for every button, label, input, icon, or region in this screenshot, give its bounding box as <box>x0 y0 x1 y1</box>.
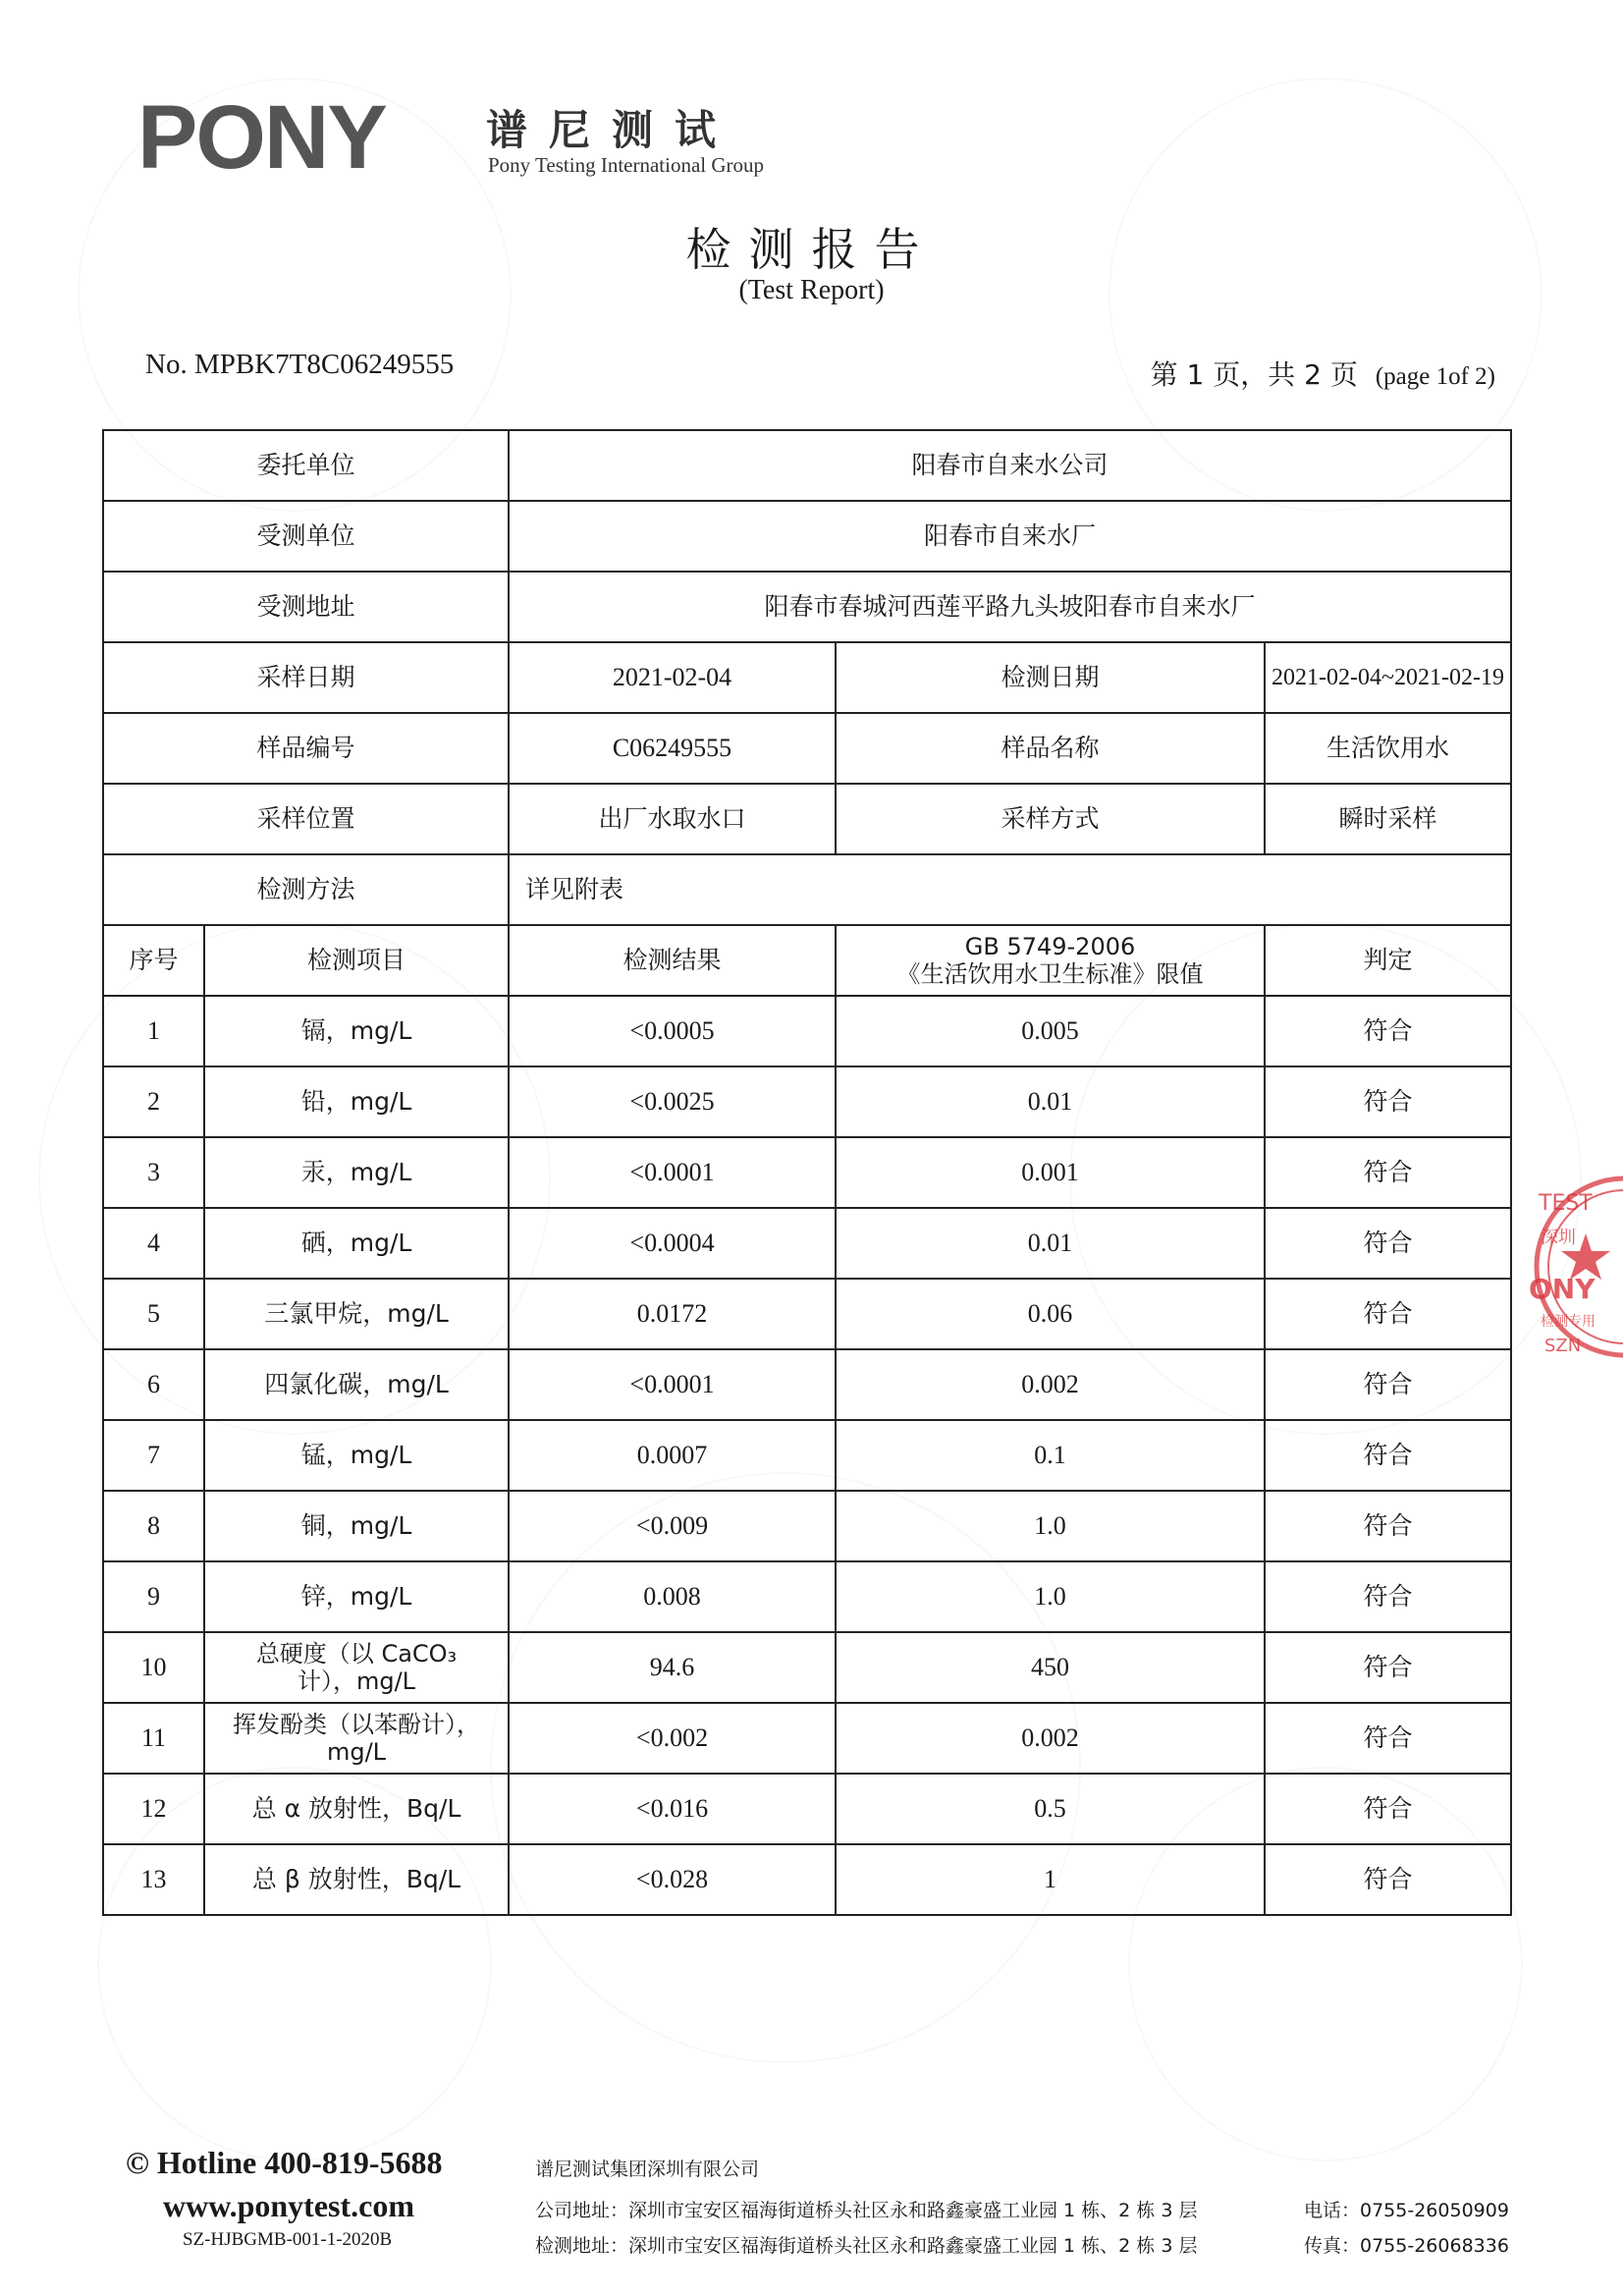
result-row <box>103 1632 1511 1703</box>
result-judgement: 符合 <box>1265 1279 1511 1349</box>
result-row <box>103 1137 1511 1208</box>
result-no: 10 <box>103 1632 204 1703</box>
result-limit: 1 <box>836 1844 1265 1915</box>
result-value: 94.6 <box>509 1632 836 1703</box>
result-row <box>103 1561 1511 1632</box>
sampling-method-value: 瞬时采样 <box>1265 784 1511 854</box>
client-value: 阳春市自来水公司 <box>509 430 1511 501</box>
col-header-limit-standard: GB 5749-2006 <box>964 933 1136 960</box>
tested-address-value: 阳春市春城河西莲平路九头坡阳春市自来水厂 <box>509 572 1511 642</box>
result-no: 1 <box>103 996 204 1066</box>
results-header-row <box>103 925 1511 996</box>
result-no: 3 <box>103 1137 204 1208</box>
official-seal-stamp <box>1527 1169 1623 1365</box>
col-header-item: 检测项目 <box>204 925 509 996</box>
result-no: 7 <box>103 1420 204 1491</box>
tested-unit-label: 受测单位 <box>103 501 509 572</box>
result-judgement: 符合 <box>1265 1208 1511 1279</box>
result-judgement: 符合 <box>1265 1349 1511 1420</box>
result-item: 汞，mg/L <box>204 1137 509 1208</box>
result-item-line: 总硬度（以 CaCO₃ <box>255 1640 458 1667</box>
footer-fax: 传真：0755-26068336 <box>1304 2235 1509 2257</box>
result-row <box>103 1491 1511 1561</box>
result-judgement: 符合 <box>1265 1420 1511 1491</box>
sample-no-label: 样品编号 <box>103 713 509 784</box>
footer-website-link[interactable]: www.ponytest.com <box>163 2188 414 2223</box>
report-subtitle: (Test Report) <box>738 275 885 305</box>
result-no: 9 <box>103 1561 204 1632</box>
result-limit: 0.005 <box>836 996 1265 1066</box>
result-value: <0.016 <box>509 1774 836 1844</box>
footer-company-address: 公司地址：深圳市宝安区福海街道桥头社区永和路鑫豪盛工业园 1 栋、2 栋 3 层 <box>535 2200 1198 2221</box>
info-row-tested-unit <box>103 501 1511 572</box>
sampling-location-label: 采样位置 <box>103 784 509 854</box>
sampling-date-label: 采样日期 <box>103 642 509 713</box>
result-item: 三氯甲烷，mg/L <box>204 1279 509 1349</box>
stamp-text-top: TEST <box>1539 1191 1593 1216</box>
test-date-label: 检测日期 <box>836 642 1265 713</box>
result-row <box>103 1844 1511 1915</box>
stamp-text-brand: ONY <box>1529 1273 1596 1305</box>
company-logo <box>137 87 844 188</box>
col-header-no: 序号 <box>103 925 204 996</box>
result-no: 2 <box>103 1066 204 1137</box>
footer-company-name: 谱尼测试集团深圳有限公司 <box>535 2159 760 2180</box>
result-item: 锌，mg/L <box>204 1561 509 1632</box>
stamp-text-bottom: SZN <box>1544 1336 1582 1356</box>
result-item: 锰，mg/L <box>204 1420 509 1491</box>
result-value: <0.028 <box>509 1844 836 1915</box>
page-indicator-en: (page 1of 2) <box>1375 363 1495 390</box>
result-item: 铅，mg/L <box>204 1066 509 1137</box>
result-item: 铜，mg/L <box>204 1491 509 1561</box>
test-method-label: 检测方法 <box>103 854 509 925</box>
info-row-sampling <box>103 784 1511 854</box>
result-item: 四氯化碳，mg/L <box>204 1349 509 1420</box>
sample-no-value: C06249555 <box>509 713 836 784</box>
result-limit: 0.5 <box>836 1774 1265 1844</box>
result-row <box>103 1208 1511 1279</box>
page-indicator <box>1151 354 1495 393</box>
result-judgement: 符合 <box>1265 1844 1511 1915</box>
info-row-method <box>103 854 1511 925</box>
report-table <box>102 429 1512 1916</box>
result-value: <0.002 <box>509 1703 836 1774</box>
result-no: 4 <box>103 1208 204 1279</box>
result-item: 总 α 放射性，Bq/L <box>204 1774 509 1844</box>
result-row <box>103 1066 1511 1137</box>
result-item: 镉，mg/L <box>204 996 509 1066</box>
result-limit: 0.06 <box>836 1279 1265 1349</box>
result-limit: 1.0 <box>836 1491 1265 1561</box>
sample-name-value: 生活饮用水 <box>1265 713 1511 784</box>
result-no: 13 <box>103 1844 204 1915</box>
result-value: <0.0001 <box>509 1137 836 1208</box>
info-row-dates <box>103 642 1511 713</box>
result-item: 硒，mg/L <box>204 1208 509 1279</box>
result-value: <0.0025 <box>509 1066 836 1137</box>
result-no: 6 <box>103 1349 204 1420</box>
result-judgement: 符合 <box>1265 1137 1511 1208</box>
result-judgement: 符合 <box>1265 1491 1511 1561</box>
result-row <box>103 1420 1511 1491</box>
result-no: 11 <box>103 1703 204 1774</box>
logo-english: Pony Testing International Group <box>488 153 765 177</box>
sampling-method-label: 采样方式 <box>836 784 1265 854</box>
client-label: 委托单位 <box>103 430 509 501</box>
result-value: <0.0005 <box>509 996 836 1066</box>
info-row-sample <box>103 713 1511 784</box>
result-judgement: 符合 <box>1265 996 1511 1066</box>
result-limit: 0.01 <box>836 1208 1265 1279</box>
result-limit: 0.002 <box>836 1349 1265 1420</box>
stamp-text-purpose: 检测专用 <box>1541 1314 1596 1330</box>
result-item-line: 挥发酚类（以苯酚计）， <box>233 1711 480 1738</box>
info-row-tested-address <box>103 572 1511 642</box>
result-row <box>103 996 1511 1066</box>
result-item <box>204 1703 509 1774</box>
page-indicator-cn: 第 1 页，共 2 页 <box>1150 358 1358 391</box>
result-limit: 1.0 <box>836 1561 1265 1632</box>
result-item-line: 计），mg/L <box>297 1667 416 1695</box>
result-judgement: 符合 <box>1265 1632 1511 1703</box>
result-row <box>103 1349 1511 1420</box>
stamp-text-city: 深圳 <box>1541 1228 1576 1248</box>
result-no: 12 <box>103 1774 204 1844</box>
result-limit: 450 <box>836 1632 1265 1703</box>
result-limit: 0.002 <box>836 1703 1265 1774</box>
tested-address-label: 受测地址 <box>103 572 509 642</box>
result-judgement: 符合 <box>1265 1774 1511 1844</box>
footer-tel: 电话：0755-26050909 <box>1304 2200 1509 2221</box>
result-row <box>103 1279 1511 1349</box>
result-value: <0.0001 <box>509 1349 836 1420</box>
result-limit: 0.01 <box>836 1066 1265 1137</box>
test-date-value: 2021-02-04~2021-02-19 <box>1265 642 1511 713</box>
result-judgement: 符合 <box>1265 1703 1511 1774</box>
results-body <box>103 996 1511 1915</box>
test-method-value: 详见附表 <box>509 854 1511 925</box>
col-header-judgement: 判定 <box>1265 925 1511 996</box>
col-header-limit <box>836 925 1265 996</box>
result-limit: 0.001 <box>836 1137 1265 1208</box>
sampling-location-value: 出厂水取水口 <box>509 784 836 854</box>
footer-test-address: 检测地址：深圳市宝安区福海街道桥头社区永和路鑫豪盛工业园 1 栋、2 栋 3 层 <box>535 2235 1198 2257</box>
result-row <box>103 1703 1511 1774</box>
result-value: 0.0007 <box>509 1420 836 1491</box>
sampling-date-value: 2021-02-04 <box>509 642 836 713</box>
result-value: <0.009 <box>509 1491 836 1561</box>
result-value: <0.0004 <box>509 1208 836 1279</box>
result-judgement: 符合 <box>1265 1561 1511 1632</box>
footer-doc-code: SZ-HJBGMB-001-1-2020B <box>183 2229 393 2250</box>
result-value: 0.0172 <box>509 1279 836 1349</box>
result-judgement: 符合 <box>1265 1066 1511 1137</box>
col-header-result: 检测结果 <box>509 925 836 996</box>
result-no: 8 <box>103 1491 204 1561</box>
footer-hotline: © Hotline 400-819-5688 <box>126 2145 443 2180</box>
col-header-limit-name: 《生活饮用水卫生标准》限值 <box>896 960 1204 988</box>
result-row <box>103 1774 1511 1844</box>
result-no: 5 <box>103 1279 204 1349</box>
result-limit: 0.1 <box>836 1420 1265 1491</box>
result-item-line: mg/L <box>326 1738 387 1766</box>
result-item <box>204 1632 509 1703</box>
logo-chinese: 谱尼测试 <box>486 106 738 154</box>
sample-name-label: 样品名称 <box>836 713 1265 784</box>
tested-unit-value: 阳春市自来水厂 <box>509 501 1511 572</box>
result-item: 总 β 放射性，Bq/L <box>204 1844 509 1915</box>
report-number: No. MPBK7T8C06249555 <box>145 349 455 380</box>
info-row-client <box>103 430 1511 501</box>
report-title: 检测报告 <box>685 223 938 276</box>
result-value: 0.008 <box>509 1561 836 1632</box>
logo-wordmark: PONY <box>137 87 386 188</box>
